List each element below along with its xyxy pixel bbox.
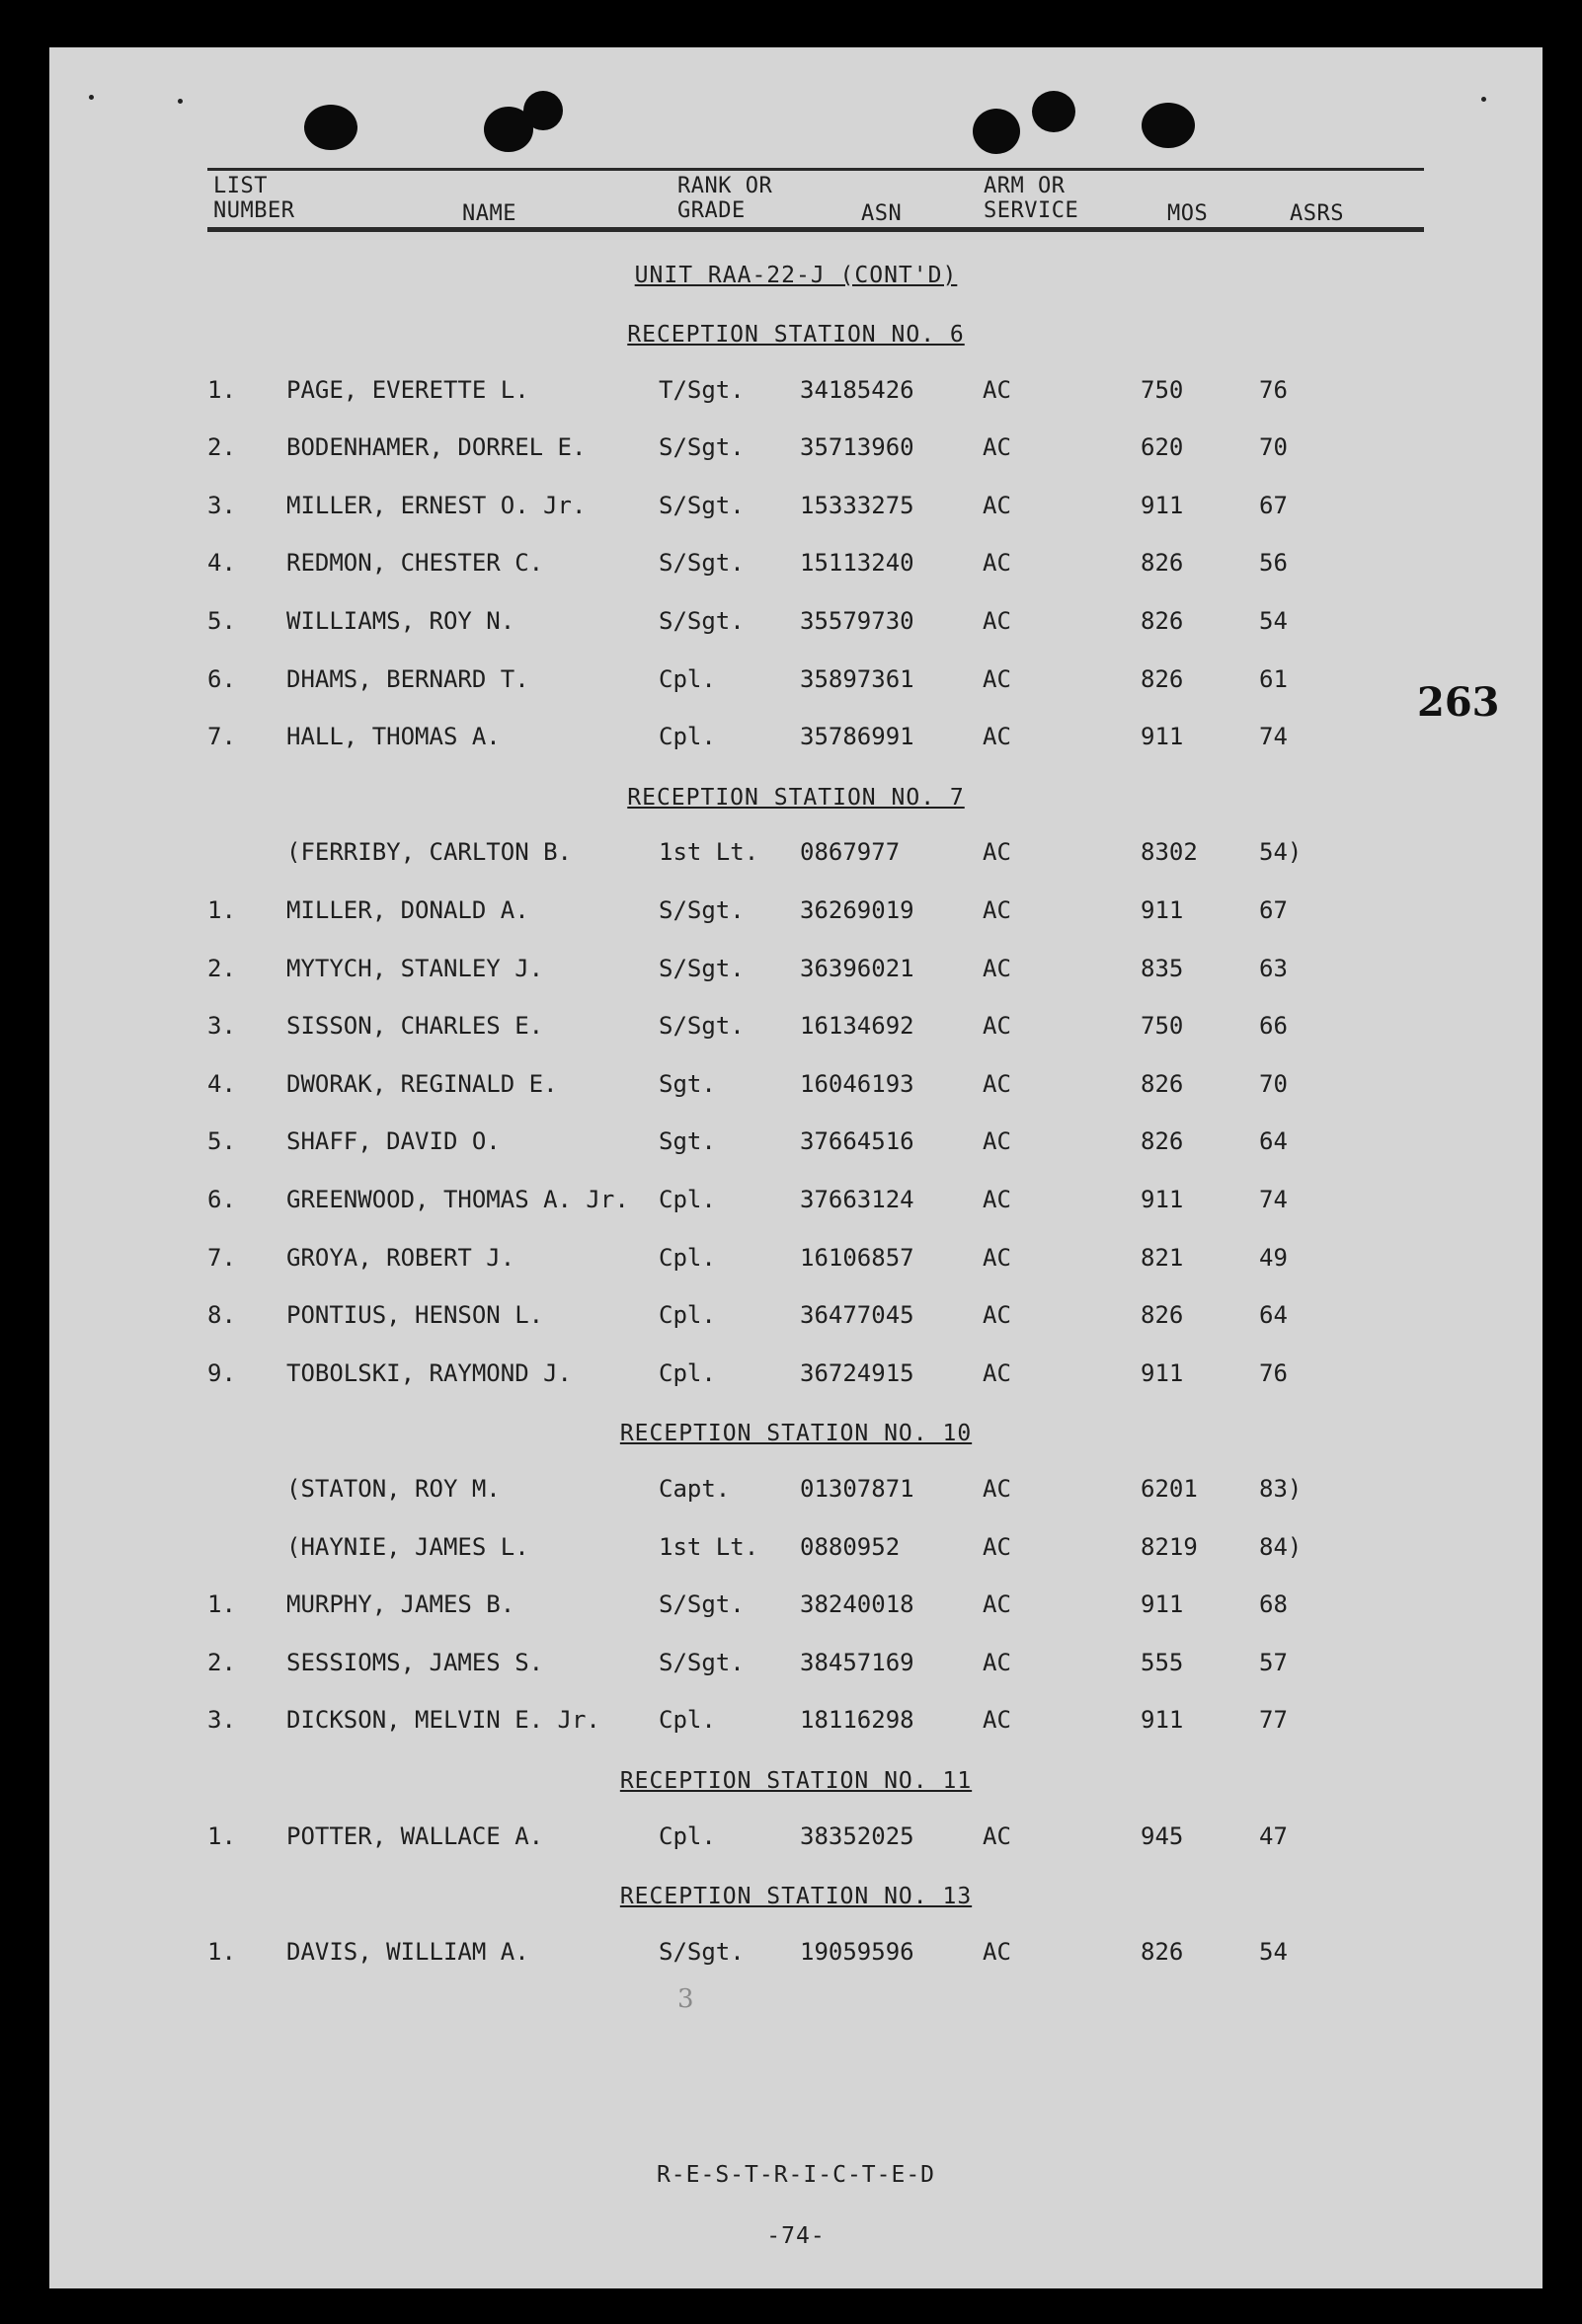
roster-row bbox=[49, 1012, 1542, 1042]
cell-arm: AC bbox=[983, 375, 1011, 404]
cell-mos: 945 bbox=[1141, 1821, 1184, 1850]
cell-mos: 826 bbox=[1141, 549, 1184, 578]
pencil-mark: 3 bbox=[677, 1984, 694, 2014]
cell-asn: 15333275 bbox=[800, 491, 914, 519]
cell-name: MILLER, DONALD A. bbox=[286, 896, 529, 924]
cell-mos: 826 bbox=[1141, 1937, 1184, 1966]
cell-num: 1. bbox=[207, 1937, 236, 1966]
cell-asrs: 74 bbox=[1259, 1186, 1288, 1213]
header-mos: MOS bbox=[1167, 201, 1209, 226]
cell-name: DICKSON, MELVIN E. Jr. bbox=[286, 1706, 600, 1735]
cell-arm: AC bbox=[983, 1358, 1011, 1387]
cell-name: SHAFF, DAVID O. bbox=[286, 1127, 501, 1156]
cell-name: TOBOLSKI, RAYMOND J. bbox=[286, 1358, 572, 1387]
cell-asn: 37664516 bbox=[800, 1127, 914, 1156]
cell-rank: Cpl. bbox=[659, 723, 716, 751]
cell-mos: 911 bbox=[1141, 723, 1184, 751]
cell-arm: AC bbox=[983, 1301, 1011, 1330]
cell-name: SISSON, CHARLES E. bbox=[286, 1012, 544, 1041]
cell-asn: 36724915 bbox=[800, 1358, 914, 1387]
cell-arm: AC bbox=[983, 1127, 1011, 1156]
cell-rank: S/Sgt. bbox=[659, 491, 745, 519]
cell-asrs: 70 bbox=[1259, 433, 1288, 462]
cell-rank: S/Sgt. bbox=[659, 607, 745, 635]
cell-mos: 821 bbox=[1141, 1243, 1184, 1272]
cell-asn: 0867977 bbox=[800, 838, 901, 867]
roster-row bbox=[49, 1533, 1542, 1563]
cell-asrs: 67 bbox=[1259, 491, 1288, 519]
cell-asn: 35786991 bbox=[800, 723, 914, 751]
cell-asn: 15113240 bbox=[800, 549, 914, 578]
cell-arm: AC bbox=[983, 1706, 1011, 1735]
cell-mos: 826 bbox=[1141, 1069, 1184, 1098]
cell-num: 1. bbox=[207, 1821, 236, 1850]
page-number: -74- bbox=[766, 2223, 826, 2249]
cell-name: MYTYCH, STANLEY J. bbox=[286, 954, 544, 982]
cell-rank: Cpl. bbox=[659, 1821, 716, 1850]
cell-asrs: 68 bbox=[1259, 1590, 1288, 1619]
cell-mos: 555 bbox=[1141, 1648, 1184, 1676]
cell-mos: 911 bbox=[1141, 896, 1184, 924]
cell-arm: AC bbox=[983, 1648, 1011, 1676]
cell-asn: 35897361 bbox=[800, 664, 914, 693]
roster-row bbox=[49, 1359, 1542, 1389]
side-page-number: 263 bbox=[1417, 679, 1500, 726]
roster-row bbox=[49, 607, 1542, 637]
roster-row bbox=[49, 1186, 1542, 1215]
cell-asn: 16046193 bbox=[800, 1069, 914, 1098]
cell-name: POTTER, WALLACE A. bbox=[286, 1821, 544, 1850]
cell-name: GROYA, ROBERT J. bbox=[286, 1243, 515, 1272]
speck bbox=[178, 99, 183, 104]
cell-rank: S/Sgt. bbox=[659, 896, 745, 924]
cell-asrs: 54 bbox=[1259, 607, 1288, 635]
cell-arm: AC bbox=[983, 664, 1011, 693]
cell-asn: 36396021 bbox=[800, 954, 914, 982]
cell-mos: 6201 bbox=[1141, 1475, 1198, 1503]
cell-asn: 36477045 bbox=[800, 1301, 914, 1330]
cell-num: 6. bbox=[207, 664, 236, 693]
cell-name: PAGE, EVERETTE L. bbox=[286, 375, 529, 404]
cell-arm: AC bbox=[983, 723, 1011, 751]
cell-num: 2. bbox=[207, 433, 236, 462]
header-rank-grade: RANK OR GRADE bbox=[677, 174, 773, 223]
roster-row bbox=[49, 549, 1542, 579]
cell-rank: S/Sgt. bbox=[659, 1937, 745, 1966]
section-heading: RECEPTION STATION NO. 7 bbox=[627, 784, 965, 811]
cell-rank: S/Sgt. bbox=[659, 433, 745, 462]
roster-row bbox=[49, 433, 1542, 463]
cell-asn: 36269019 bbox=[800, 896, 914, 924]
header-list-number: LIST NUMBER bbox=[213, 174, 295, 223]
roster-row bbox=[49, 492, 1542, 521]
cell-rank: S/Sgt. bbox=[659, 1590, 745, 1619]
cell-arm: AC bbox=[983, 1069, 1011, 1098]
cell-mos: 750 bbox=[1141, 375, 1184, 404]
cell-asrs: 83) bbox=[1259, 1475, 1303, 1503]
cell-name: DAVIS, WILLIAM A. bbox=[286, 1937, 529, 1966]
cell-arm: AC bbox=[983, 1937, 1011, 1966]
header-asrs: ASRS bbox=[1290, 201, 1344, 226]
cell-asn: 35579730 bbox=[800, 607, 914, 635]
cell-arm: AC bbox=[983, 491, 1011, 519]
cell-mos: 911 bbox=[1141, 1590, 1184, 1619]
cell-asn: 18116298 bbox=[800, 1706, 914, 1735]
cell-name: SESSIOMS, JAMES S. bbox=[286, 1648, 544, 1676]
cell-rank: Sgt. bbox=[659, 1069, 716, 1098]
cell-asrs: 76 bbox=[1259, 1358, 1288, 1387]
cell-asrs: 54) bbox=[1259, 838, 1303, 867]
cell-asrs: 77 bbox=[1259, 1706, 1288, 1735]
cell-num: 9. bbox=[207, 1358, 236, 1387]
roster-row bbox=[49, 1127, 1542, 1157]
cell-asrs: 49 bbox=[1259, 1243, 1288, 1272]
cell-asn: 19059596 bbox=[800, 1937, 914, 1966]
cell-num: 2. bbox=[207, 954, 236, 982]
cell-rank: 1st Lt. bbox=[659, 1532, 759, 1561]
cell-asrs: 74 bbox=[1259, 723, 1288, 751]
cell-mos: 750 bbox=[1141, 1012, 1184, 1041]
roster-row bbox=[49, 376, 1542, 406]
speck bbox=[89, 95, 94, 100]
header-name: NAME bbox=[462, 201, 516, 226]
header-bottom-rule bbox=[207, 227, 1424, 232]
cell-num: 6. bbox=[207, 1186, 236, 1213]
cell-num: 7. bbox=[207, 1243, 236, 1272]
punch-hole bbox=[1032, 91, 1075, 132]
cell-name: BODENHAMER, DORREL E. bbox=[286, 433, 587, 462]
cell-name: MILLER, ERNEST O. Jr. bbox=[286, 491, 587, 519]
cell-num: 1. bbox=[207, 375, 236, 404]
cell-asn: 16134692 bbox=[800, 1012, 914, 1041]
cell-rank: Cpl. bbox=[659, 1301, 716, 1330]
header-arm-service: ARM OR SERVICE bbox=[984, 174, 1079, 223]
roster-row bbox=[49, 723, 1542, 752]
cell-asn: 38457169 bbox=[800, 1648, 914, 1676]
cell-name: WILLIAMS, ROY N. bbox=[286, 607, 515, 635]
cell-rank: Sgt. bbox=[659, 1127, 716, 1156]
cell-num: 8. bbox=[207, 1301, 236, 1330]
cell-num: 3. bbox=[207, 1012, 236, 1041]
cell-asrs: 64 bbox=[1259, 1301, 1288, 1330]
roster-row bbox=[49, 896, 1542, 926]
section-heading: RECEPTION STATION NO. 10 bbox=[619, 1421, 973, 1447]
cell-rank: S/Sgt. bbox=[659, 1648, 745, 1676]
cell-name: (HAYNIE, JAMES L. bbox=[286, 1532, 529, 1561]
roster-row bbox=[49, 955, 1542, 984]
cell-name: REDMON, CHESTER C. bbox=[286, 549, 544, 578]
cell-arm: AC bbox=[983, 549, 1011, 578]
cell-mos: 911 bbox=[1141, 491, 1184, 519]
cell-asn: 0880952 bbox=[800, 1532, 901, 1561]
cell-mos: 8302 bbox=[1141, 838, 1198, 867]
section-heading: RECEPTION STATION NO. 13 bbox=[619, 1884, 973, 1910]
cell-arm: AC bbox=[983, 1821, 1011, 1850]
punch-hole bbox=[973, 109, 1020, 154]
cell-num: 1. bbox=[207, 896, 236, 924]
cell-asn: 34185426 bbox=[800, 375, 914, 404]
cell-num: 1. bbox=[207, 1590, 236, 1619]
cell-arm: AC bbox=[983, 1186, 1011, 1213]
cell-num: 4. bbox=[207, 549, 236, 578]
unit-heading: UNIT RAA-22-J (CONT'D) bbox=[634, 263, 958, 288]
cell-asn: 35713960 bbox=[800, 433, 914, 462]
header-top-rule bbox=[207, 168, 1424, 171]
section-heading: RECEPTION STATION NO. 6 bbox=[627, 322, 965, 348]
cell-asn: 38352025 bbox=[800, 1821, 914, 1850]
cell-rank: 1st Lt. bbox=[659, 838, 759, 867]
roster-row bbox=[49, 1301, 1542, 1331]
cell-rank: S/Sgt. bbox=[659, 549, 745, 578]
roster-row bbox=[49, 665, 1542, 695]
cell-asrs: 76 bbox=[1259, 375, 1288, 404]
cell-rank: Cpl. bbox=[659, 1358, 716, 1387]
cell-num: 2. bbox=[207, 1648, 236, 1676]
classification-footer: R-E-S-T-R-I-C-T-E-D bbox=[656, 2162, 936, 2188]
cell-asrs: 67 bbox=[1259, 896, 1288, 924]
cell-rank: S/Sgt. bbox=[659, 1012, 745, 1041]
cell-name: (STATON, ROY M. bbox=[286, 1475, 501, 1503]
cell-rank: T/Sgt. bbox=[659, 375, 745, 404]
cell-arm: AC bbox=[983, 838, 1011, 867]
roster-row bbox=[49, 838, 1542, 868]
document-page bbox=[49, 47, 1542, 2288]
cell-name: (FERRIBY, CARLTON B. bbox=[286, 838, 572, 867]
cell-num: 7. bbox=[207, 723, 236, 751]
cell-arm: AC bbox=[983, 896, 1011, 924]
cell-asrs: 56 bbox=[1259, 549, 1288, 578]
cell-num: 5. bbox=[207, 607, 236, 635]
cell-mos: 826 bbox=[1141, 1301, 1184, 1330]
cell-arm: AC bbox=[983, 433, 1011, 462]
cell-arm: AC bbox=[983, 1012, 1011, 1041]
cell-mos: 8219 bbox=[1141, 1532, 1198, 1561]
cell-name: DHAMS, BERNARD T. bbox=[286, 664, 529, 693]
cell-rank: Cpl. bbox=[659, 1243, 716, 1272]
roster-row bbox=[49, 1822, 1542, 1852]
cell-name: PONTIUS, HENSON L. bbox=[286, 1301, 544, 1330]
roster-row bbox=[49, 1590, 1542, 1620]
cell-asrs: 54 bbox=[1259, 1937, 1288, 1966]
cell-asn: 16106857 bbox=[800, 1243, 914, 1272]
cell-asrs: 47 bbox=[1259, 1821, 1288, 1850]
cell-arm: AC bbox=[983, 1243, 1011, 1272]
roster-row bbox=[49, 1244, 1542, 1274]
cell-rank: Cpl. bbox=[659, 1706, 716, 1735]
cell-arm: AC bbox=[983, 954, 1011, 982]
cell-name: HALL, THOMAS A. bbox=[286, 723, 501, 751]
header-asn: ASN bbox=[861, 201, 903, 226]
cell-num: 3. bbox=[207, 1706, 236, 1735]
roster-row bbox=[49, 1938, 1542, 1968]
punch-hole bbox=[1142, 103, 1195, 148]
cell-arm: AC bbox=[983, 1475, 1011, 1503]
cell-arm: AC bbox=[983, 1532, 1011, 1561]
cell-num: 3. bbox=[207, 491, 236, 519]
cell-mos: 911 bbox=[1141, 1358, 1184, 1387]
cell-mos: 826 bbox=[1141, 1127, 1184, 1156]
roster-row bbox=[49, 1070, 1542, 1100]
cell-name: DWORAK, REGINALD E. bbox=[286, 1069, 558, 1098]
cell-arm: AC bbox=[983, 1590, 1011, 1619]
roster-row bbox=[49, 1649, 1542, 1678]
cell-mos: 826 bbox=[1141, 607, 1184, 635]
section-heading: RECEPTION STATION NO. 11 bbox=[619, 1768, 973, 1794]
cell-asn: 38240018 bbox=[800, 1590, 914, 1619]
punch-hole bbox=[304, 105, 357, 150]
cell-asrs: 84) bbox=[1259, 1532, 1303, 1561]
cell-mos: 911 bbox=[1141, 1186, 1184, 1213]
roster-row bbox=[49, 1475, 1542, 1505]
cell-asrs: 66 bbox=[1259, 1012, 1288, 1041]
cell-asrs: 64 bbox=[1259, 1127, 1288, 1156]
speck bbox=[1481, 97, 1486, 102]
cell-name: MURPHY, JAMES B. bbox=[286, 1590, 515, 1619]
cell-rank: Cpl. bbox=[659, 1186, 716, 1213]
cell-asrs: 57 bbox=[1259, 1648, 1288, 1676]
cell-num: 5. bbox=[207, 1127, 236, 1156]
roster-row bbox=[49, 1706, 1542, 1736]
cell-rank: Capt. bbox=[659, 1475, 731, 1503]
cell-num: 4. bbox=[207, 1069, 236, 1098]
cell-asrs: 61 bbox=[1259, 664, 1288, 693]
cell-asn: 37663124 bbox=[800, 1186, 914, 1213]
cell-mos: 620 bbox=[1141, 433, 1184, 462]
cell-mos: 911 bbox=[1141, 1706, 1184, 1735]
cell-rank: Cpl. bbox=[659, 664, 716, 693]
cell-arm: AC bbox=[983, 607, 1011, 635]
cell-asrs: 70 bbox=[1259, 1069, 1288, 1098]
cell-name: GREENWOOD, THOMAS A. Jr. bbox=[286, 1186, 629, 1213]
cell-asrs: 63 bbox=[1259, 954, 1288, 982]
punch-hole bbox=[523, 91, 563, 130]
cell-mos: 826 bbox=[1141, 664, 1184, 693]
cell-asn: 01307871 bbox=[800, 1475, 914, 1503]
cell-rank: S/Sgt. bbox=[659, 954, 745, 982]
cell-mos: 835 bbox=[1141, 954, 1184, 982]
